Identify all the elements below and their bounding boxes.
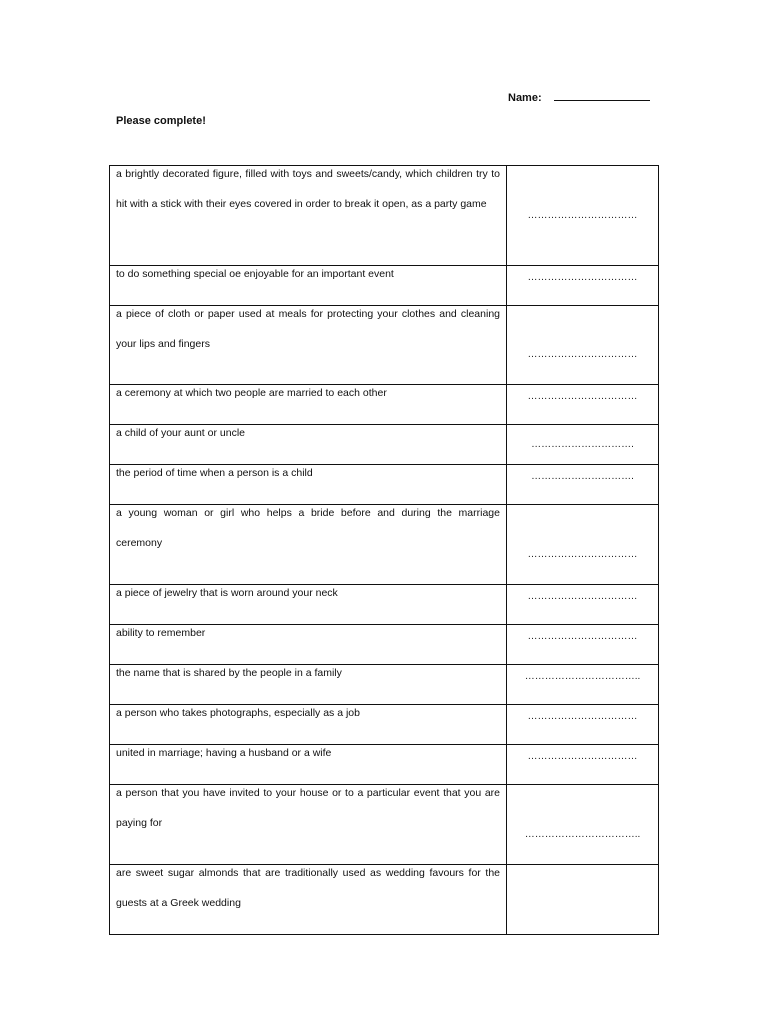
definition-text: the period of time when a person is a child: [116, 467, 313, 479]
table-row: [110, 166, 659, 266]
instruction-text: Please complete!: [116, 115, 206, 127]
answer-blank[interactable]: [507, 385, 659, 425]
answer-blank-text: ……………………………: [527, 751, 638, 762]
answer-blank[interactable]: [507, 465, 659, 505]
answer-blank[interactable]: [507, 705, 659, 745]
definition-text: a person that you have invited to your house or to a particular event that you are paying for: [116, 787, 500, 829]
definition-text: united in marriage; having a husband or a wife: [116, 747, 332, 759]
answer-blank-text: ……………………………: [527, 549, 638, 560]
answer-blank[interactable]: [507, 665, 659, 705]
definition-text: a piece of cloth or paper used at meals for protecting your clothes and cleaning your lips and fingers: [116, 308, 500, 350]
answer-blank[interactable]: ……………………………: [507, 166, 659, 266]
answer-blank-text: ……………………………: [527, 591, 638, 602]
answer-blank[interactable]: [507, 785, 659, 865]
answer-blank-text: ………………………….: [531, 471, 634, 482]
name-field-row: [508, 89, 650, 104]
answer-blank-text: ……………………………: [527, 272, 638, 283]
answer-blank[interactable]: [507, 505, 659, 585]
definition-text: to do something special oe enjoyable for an important event: [116, 268, 394, 280]
definition-text: the name that is shared by the people in a family: [116, 667, 342, 679]
answer-blank-text: ……………………………: [527, 391, 638, 402]
answer-blank[interactable]: [507, 745, 659, 785]
definition-cell: [110, 505, 507, 585]
answer-blank[interactable]: ………………………….: [507, 425, 659, 465]
answer-blank[interactable]: [507, 865, 659, 935]
definition-text: a piece of jewelry that is worn around your neck: [116, 587, 338, 599]
table-row: [110, 865, 659, 935]
definition-text: are sweet sugar almonds that are traditionally used as wedding favours for the guests at a Greek wedding: [116, 867, 500, 909]
definition-text: a person who takes photographs, especially as a job: [116, 707, 360, 719]
vocabulary-table: [109, 165, 659, 935]
answer-blank-text: ……………………………: [527, 711, 638, 722]
definition-cell: [110, 785, 507, 865]
answer-blank-text: ……………………………..: [524, 671, 641, 682]
definition-cell: [110, 306, 507, 385]
name-blank-line[interactable]: [554, 89, 650, 101]
definition-cell: [110, 166, 507, 266]
answer-blank[interactable]: [507, 306, 659, 385]
answer-blank[interactable]: [507, 266, 659, 306]
definition-text: a young woman or girl who helps a bride before and during the marriage ceremony: [116, 507, 500, 549]
definition-text: a ceremony at which two people are married to each other: [116, 387, 387, 399]
answer-blank-text: ……………………………..: [524, 829, 641, 840]
answer-blank-text: ……………………………: [527, 631, 638, 642]
table-row: [110, 785, 659, 865]
definition-cell: [110, 865, 507, 935]
definition-text: a child of your aunt or uncle: [116, 427, 245, 439]
table-row: [110, 505, 659, 585]
answer-blank-text: ……………………………: [527, 349, 638, 360]
definition-text: a brightly decorated figure, filled with toys and sweets/candy, which children try to hit with a stick with their eyes covered in order to break it open, as a party game: [116, 168, 500, 210]
table-row: [110, 306, 659, 385]
answer-blank[interactable]: [507, 585, 659, 625]
definition-text: ability to remember: [116, 627, 206, 639]
name-label: Name:: [508, 92, 542, 104]
answer-blank[interactable]: [507, 625, 659, 665]
